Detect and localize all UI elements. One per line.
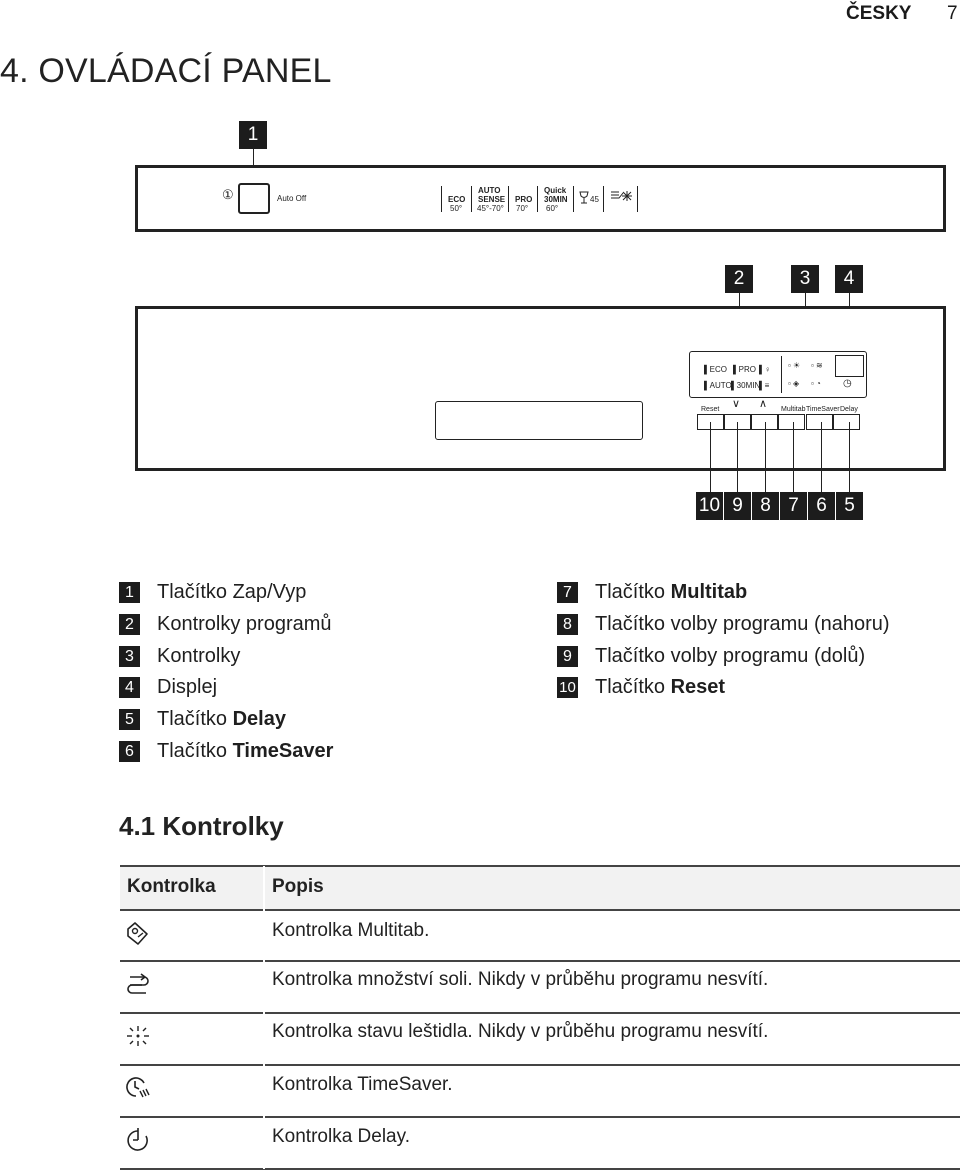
- divider: [781, 356, 782, 393]
- legend-item: Tlačítko Zap/Vyp: [157, 581, 307, 603]
- table-rule: [120, 1064, 960, 1066]
- prog-pro-label: PRO: [515, 195, 533, 204]
- divider: [637, 186, 638, 212]
- table-cell-description: Kontrolka Multitab.: [272, 920, 430, 941]
- prog-led-auto: ▌AUTO: [704, 381, 732, 390]
- prog-led-glass: ▌♀: [759, 365, 771, 374]
- callout-7-leader: [793, 422, 794, 492]
- callout-1: 1: [239, 121, 267, 149]
- callout-5: 5: [836, 492, 863, 520]
- prog-led-eco: ▌ECO: [704, 365, 728, 374]
- legend-num: 7: [557, 582, 578, 603]
- prog-led-extra: ▌≡: [759, 381, 770, 390]
- prog-auto-temp: 45°-70°: [477, 204, 504, 213]
- legend-num: 1: [119, 582, 140, 603]
- timesaver-icon: [124, 1074, 152, 1102]
- delay-label: Delay: [840, 406, 858, 413]
- legend-num: 4: [119, 677, 140, 698]
- callout-8: 8: [752, 492, 779, 520]
- auto-off-label: Auto Off: [277, 194, 307, 203]
- legend-num: 6: [119, 741, 140, 762]
- legend-num: 3: [119, 646, 140, 667]
- led-timesaver: ▫ ◔: [811, 379, 821, 388]
- multitab-icon: [124, 920, 152, 948]
- divider: [603, 186, 604, 212]
- header-language: ČESKY: [846, 3, 912, 24]
- handle-recess: [435, 401, 643, 440]
- legend-item: Kontrolky: [157, 645, 241, 667]
- callout-2: 2: [725, 265, 753, 293]
- legend-num: 10: [557, 677, 578, 698]
- prog-led-pro: ▌PRO: [733, 365, 757, 374]
- prog-auto-label: AUTO SENSE: [478, 186, 506, 204]
- subsection-title: 4.1 Kontrolky: [119, 811, 284, 841]
- table-header-background: [120, 866, 960, 910]
- table-cell-description: Kontrolka množství soli. Nikdy v průběhu programu nesvítí.: [272, 969, 769, 990]
- page-number: 7: [947, 3, 958, 24]
- legend-item: Tlačítko volby programu (dolů): [595, 645, 866, 667]
- rinse-aid-icon: [124, 1023, 152, 1051]
- callout-4: 4: [835, 265, 863, 293]
- table-rule: [120, 1012, 960, 1014]
- timesaver-button[interactable]: [806, 414, 833, 430]
- up-arrow-icon: ∧: [759, 398, 768, 410]
- legend-item: Displej: [157, 676, 218, 698]
- power-icon: ①: [222, 187, 234, 202]
- callout-8-leader: [765, 422, 766, 492]
- led-salt: ▫ ≋: [811, 361, 823, 370]
- divider: [441, 186, 442, 212]
- table-rule: [120, 1168, 960, 1170]
- prog-eco-temp: 50°: [450, 204, 463, 213]
- callout-3: 3: [791, 265, 819, 293]
- led-multitab: ▫ ◈: [788, 379, 800, 388]
- legend-num: 8: [557, 614, 578, 635]
- table-rule: [120, 960, 960, 962]
- prog-quick-temp: 60°: [546, 204, 559, 213]
- column-header-description: Popis: [272, 876, 324, 897]
- divider: [537, 186, 538, 212]
- multitab-button[interactable]: [778, 414, 805, 430]
- table-rule: [120, 865, 960, 867]
- section-title: 4. OVLÁDACÍ PANEL: [0, 52, 332, 90]
- table-cell-description: Kontrolka TimeSaver.: [272, 1074, 453, 1095]
- salt-icon: [124, 971, 152, 999]
- prog-eco-label: ECO: [448, 195, 466, 204]
- delay-button[interactable]: [833, 414, 860, 430]
- callout-9: 9: [724, 492, 751, 520]
- table-rule: [120, 909, 960, 911]
- led-rinse-aid: ▫ ☀: [788, 361, 801, 370]
- callout-6: 6: [808, 492, 835, 520]
- divider: [508, 186, 509, 212]
- column-gap: [263, 866, 265, 1169]
- glass-temp: 45: [590, 195, 599, 204]
- legend-item: Tlačítko Multitab: [595, 581, 748, 603]
- multitab-label: Multitab: [781, 406, 806, 413]
- legend-item: Tlačítko TimeSaver: [157, 740, 334, 762]
- legend-item: Tlačítko Reset: [595, 676, 726, 698]
- prog-pro-temp: 70°: [516, 204, 529, 213]
- divider: [573, 186, 574, 212]
- prog-quick-label: Quick 30MIN: [544, 186, 568, 204]
- callout-7: 7: [780, 492, 807, 520]
- callout-10: 10: [696, 492, 723, 520]
- extra-options-icon: [609, 189, 637, 203]
- legend-num: 5: [119, 709, 140, 730]
- callout-6-leader: [821, 422, 822, 492]
- timesaver-label: TimeSaver: [806, 406, 840, 413]
- legend-item: Kontrolky programů: [157, 613, 332, 635]
- legend-item: Tlačítko Delay: [157, 708, 286, 730]
- legend-num: 2: [119, 614, 140, 635]
- prog-led-30min: ▌30MIN: [731, 381, 761, 390]
- legend-num: 9: [557, 646, 578, 667]
- delay-led: ◷: [843, 378, 852, 389]
- table-rule: [120, 1116, 960, 1118]
- legend-item: Tlačítko volby programu (nahoru): [595, 613, 890, 635]
- callout-10-leader: [710, 422, 711, 492]
- reset-label: Reset: [701, 406, 720, 413]
- table-cell-description: Kontrolka stavu leštidla. Nikdy v průběhu programu nesvítí.: [272, 1021, 769, 1042]
- divider: [471, 186, 472, 212]
- delay-icon: [124, 1127, 152, 1155]
- callout-9-leader: [737, 422, 738, 492]
- down-arrow-icon: ∨: [732, 398, 741, 410]
- display: [835, 355, 864, 377]
- column-header-indicator: Kontrolka: [127, 876, 216, 897]
- glass-icon: [578, 191, 590, 205]
- table-cell-description: Kontrolka Delay.: [272, 1126, 410, 1147]
- callout-5-leader: [849, 422, 850, 492]
- power-button[interactable]: [238, 183, 270, 214]
